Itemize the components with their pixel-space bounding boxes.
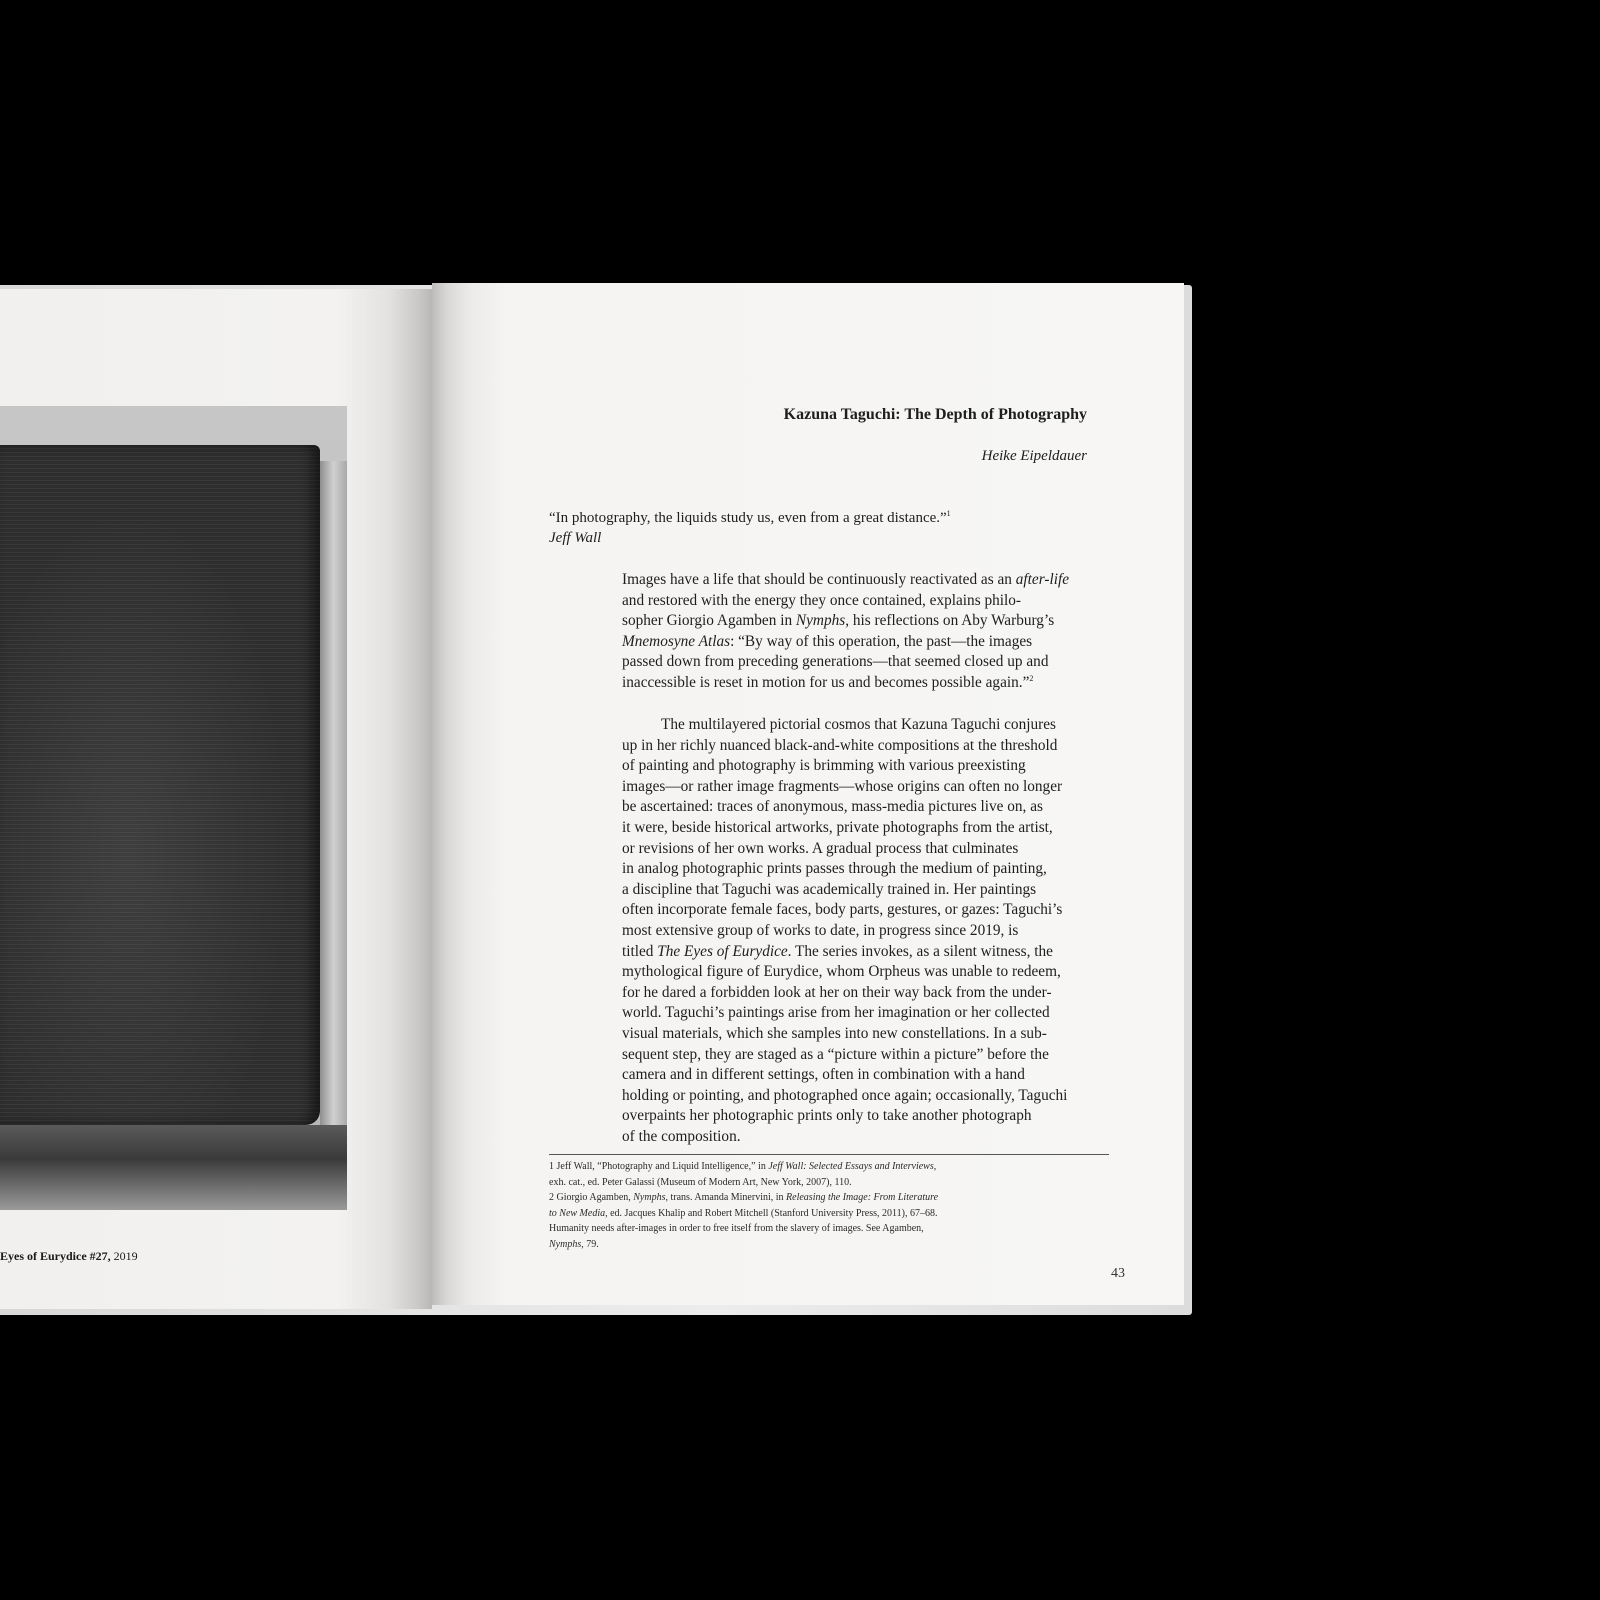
text-run: titled — [622, 942, 658, 960]
text-run: 1 Jeff Wall, “Photography and Liquid Intelligence,” in — [549, 1161, 769, 1172]
footnote-divider — [549, 1154, 1109, 1155]
caption-year: 2019 — [110, 1249, 138, 1263]
text-run: , ed. Jacques Khalip and Robert Mitchell (Stanford University Press, 2011), 67–68. — [605, 1207, 938, 1219]
artwork-photograph — [0, 406, 347, 1210]
dark-painted-panel — [0, 445, 320, 1125]
italic-run: Mnemosyne Atlas — [622, 632, 731, 650]
note-ref: 2 — [1029, 673, 1034, 683]
text-run: . The series invokes, as a silent witness, the — [787, 942, 1053, 960]
text-line: be ascertained: traces of anonymous, mass-media pictures live on, as — [622, 798, 1043, 816]
italic-run: Jeff Wall: Selected Essays and Interviews — [768, 1161, 934, 1172]
text-line: world. Taguchi’s paintings arise from her imagination or her collected — [622, 1004, 1050, 1022]
text-line: often incorporate female faces, body parts, gestures, or gazes: Taguchi’s — [622, 901, 1063, 919]
text-line: it were, beside historical artworks, private photographs from the artist, — [622, 818, 1053, 836]
text-line — [622, 570, 1109, 591]
text-line: holding or pointing, and photographed once again; occasionally, Taguchi — [622, 1086, 1068, 1104]
italic-run: Nymphs — [549, 1238, 582, 1250]
text-run: , his reflections on Aby Warburg’s — [845, 612, 1055, 630]
text-line: mythological figure of Eurydice, whom Orpheus was unable to redeem, — [622, 963, 1061, 981]
footnote-line — [549, 1190, 1109, 1206]
text-line: passed down from preceding generations—that seemed closed up and — [622, 653, 1049, 671]
text-line — [622, 673, 1109, 694]
epigraph — [549, 508, 951, 548]
note-ref: 1 — [946, 509, 951, 518]
text-line: a discipline that Taguchi was academically trained in. Her paintings — [622, 880, 1037, 898]
text-line: or revisions of her own works. A gradual process that culminates — [622, 839, 1019, 857]
text-run: , trans. Amanda Minervini, in — [665, 1192, 787, 1204]
text-run: inaccessible is reset in motion for us and becomes possible again.” — [622, 673, 1030, 691]
text-line: for he dared a forbidden look at her on their way back from the under- — [622, 983, 1052, 1001]
text-line: most extensive group of works to date, in progress since 2019, is — [622, 921, 1019, 939]
body-paragraph-2 — [622, 715, 1109, 1147]
text-line — [622, 942, 1109, 963]
body-paragraph-1 — [622, 570, 1109, 694]
italic-run: after-life — [1015, 571, 1069, 588]
text-run: Images have a life that should be continuously reactivated as an — [622, 571, 1016, 588]
text-line: overpaints her photographic prints only to take another photograph — [622, 1107, 1032, 1125]
text-line — [622, 611, 1109, 632]
italic-run: to New Media — [549, 1207, 606, 1219]
italic-run: Releasing the Image: From Literature — [786, 1192, 939, 1204]
footnote-line — [549, 1206, 1109, 1222]
text-line: visual materials, which she samples into new constellations. In a sub- — [622, 1024, 1047, 1042]
text-line — [622, 632, 1109, 653]
text-run: sopher Giorgio Agamben in — [622, 612, 796, 630]
epigraph-quote: “In photography, the liquids study us, even from a great distance.” — [549, 510, 947, 526]
text-run: : “By way of this operation, the past—the images — [730, 632, 1033, 650]
footnote-line: exh. cat., ed. Peter Galassi (Museum of Modern Art, New York, 2007), 110. — [549, 1176, 852, 1188]
caption-title: Eyes of Eurydice #27, — [0, 1249, 111, 1263]
epigraph-source: Jeff Wall — [549, 530, 602, 546]
page-number: 43 — [1111, 1266, 1125, 1281]
text-run: , 79. — [581, 1238, 599, 1250]
text-run: 2 Giorgio Agamben, — [549, 1192, 634, 1204]
text-line: up in her richly nuanced black-and-white compositions at the threshold — [622, 736, 1058, 754]
italic-run: Nymphs — [633, 1192, 666, 1204]
frame-edge — [320, 461, 347, 1161]
panel-base — [0, 1125, 347, 1210]
italic-run: Nymphs — [795, 612, 846, 630]
text-line: The multilayered pictorial cosmos that Kazuna Taguchi conjures — [661, 716, 1056, 733]
author-name: Heike Eipeldauer — [981, 448, 1087, 464]
footnotes — [549, 1159, 1109, 1253]
italic-run: The Eyes of Eurydice — [657, 942, 788, 960]
text-run: , — [933, 1161, 937, 1172]
footnote-line — [549, 1159, 1109, 1175]
footnote-line — [549, 1237, 1109, 1253]
left-page — [0, 289, 432, 1309]
text-line: and restored with the energy they once contained, explains philo- — [622, 591, 1022, 609]
text-line: of painting and photography is brimming with various preexisting — [622, 757, 1026, 775]
text-line: of the composition. — [622, 1127, 741, 1145]
text-line: sequent step, they are staged as a “picture within a picture” before the — [622, 1045, 1049, 1063]
text-line: camera and in different settings, often in combination with a hand — [622, 1066, 1025, 1084]
text-line: in analog photographic prints passes through the medium of painting, — [622, 860, 1047, 878]
text-line: images—or rather image fragments—whose origins can often no longer — [622, 777, 1063, 795]
article-title: Kazuna Taguchi: The Depth of Photography — [783, 406, 1087, 423]
footnote-line: Humanity needs after-images in order to free itself from the slavery of images. See Agamben, — [549, 1223, 924, 1235]
image-caption — [0, 1249, 138, 1264]
